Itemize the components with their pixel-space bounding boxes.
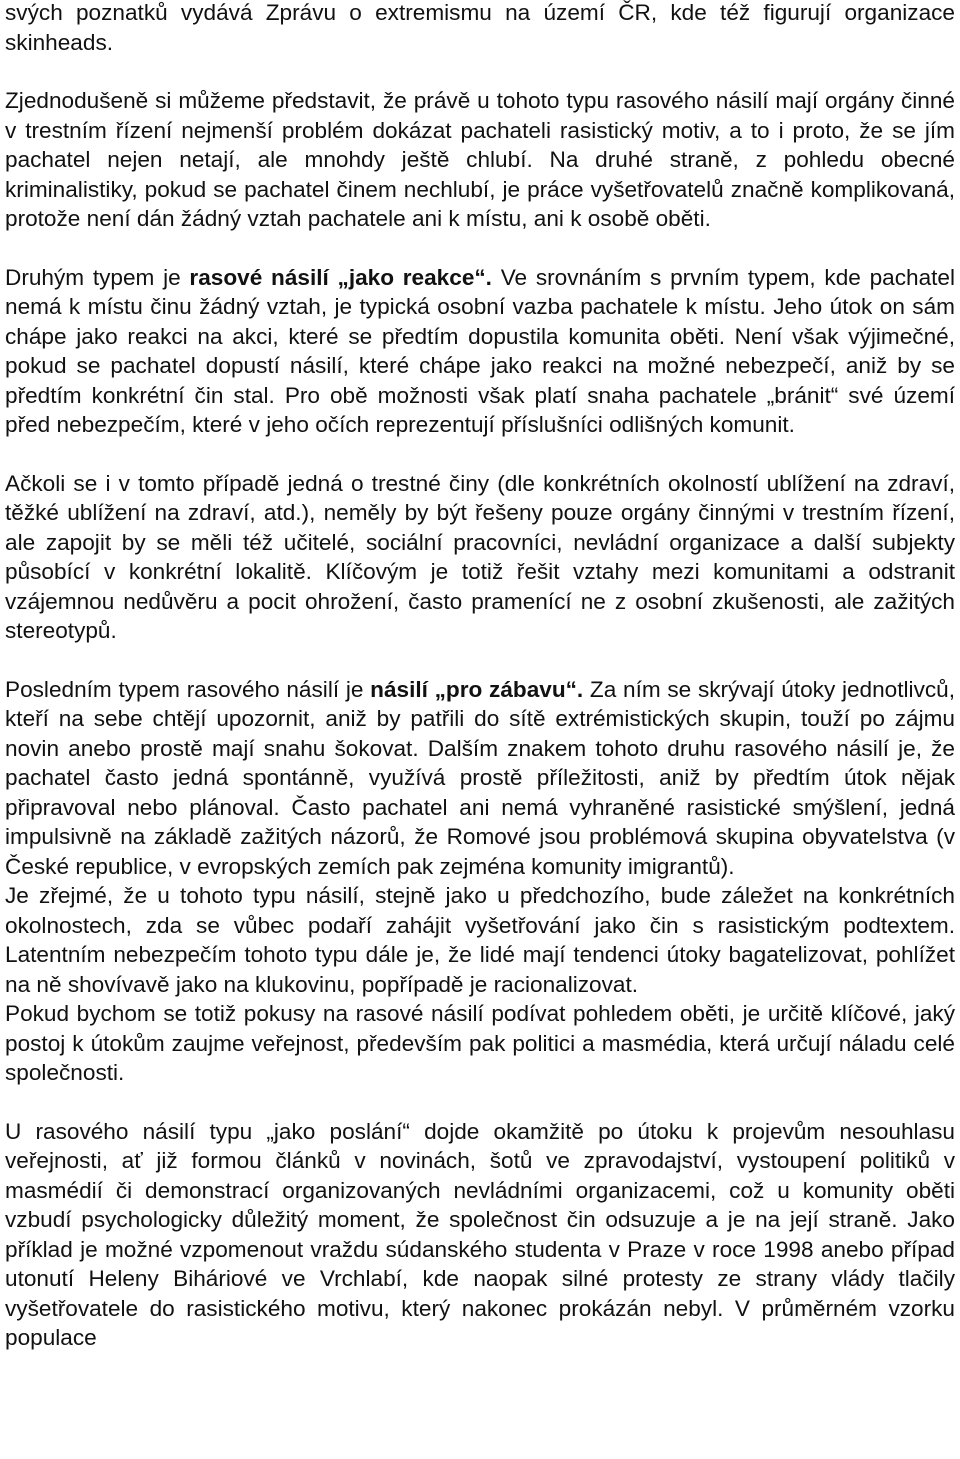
- paragraph-6-text: U rasového násilí typu „jako poslání“ dojde okamžitě po útoku k projevům nesouhlasu veřejnosti, ať již formou článků v novinách, šotů ve zpravodajství, vystoupení politiků v masmédií či demonstrací organizovaných nevládními organizacemi, což u komunity oběti vzbudí psychologicky důležitý moment, že společnost čin odsuzuje a je na její straně. Jako příklad je možné vzpomenout vraždu súdanského studenta v Praze v roce 1998 anebo případ utonutí Heleny Biháriové ve Vrchlabí, kde naopak silné protesty ze strany vlády tlačily vyšetřovatele do rasistického motivu, který nakonec prokázán nebyl. V průměrném vzorku populace: [5, 1118, 955, 1350]
- paragraph-5: [5, 675, 955, 882]
- paragraph-6: [5, 1117, 955, 1353]
- paragraph-3: [5, 263, 955, 440]
- paragraph-5-emphasis: násilí „pro zábavu“.: [370, 676, 584, 702]
- paragraph-3-emphasis: rasové násilí „jako reakce“.: [189, 264, 492, 290]
- paragraph-2: [5, 86, 955, 234]
- paragraph-3-rest: Ve srovnáním s prvním typem, kde pachatel nemá k místu činu žádný vztah, je typická osobní vazba pachatele k místu. Jeho útok on sám chápe jako reakci na akci, které se předtím dopustila komunita oběti. Není však výjimečné, pokud se pachatel dopustí násilí, které chápe jako reakci na možné nebezpečí, aniž by se předtím konkrétní čin stal. Pro obě možnosti však platí snaha pachatele „bránit“ své území před nebezpečím, které v jeho očích reprezentují příslušníci odlišných komunit.: [5, 264, 955, 437]
- paragraph-3-lead: Druhým typem je: [5, 264, 190, 290]
- paragraph-5-continuation-1: [5, 881, 955, 999]
- paragraph-5-rest: Za ním se skrývají útoky jednotlivců, kteří na sebe chtějí upozornit, aniž by patřili do sítě extrémistických skupin, touží po zájmu novin anebo prostě mají snahu šokovat. Dalším znakem tohoto druhu rasového násilí je, že pachatel často jedná spontánně, využívá prostě příležitosti, aniž by předtím útok nějak připravoval nebo plánoval. Často pachatel ani nemá vyhraněné rasistické smýšlení, jedná impulsivně na základě zažitých názorů, že Romové jsou problémová skupina obyvatelstva (v České republice, v evropských zemích pak zejména komunity imigrantů).: [5, 676, 956, 879]
- paragraph-2-text: Zjednodušeně si můžeme představit, že právě u tohoto typu rasového násilí mají orgány činné v trestním řízení nejmenší problém dokázat pachateli rasistický motiv, a to i proto, že se jím pachatel nejen netají, ale mnohdy ještě chlubí. Na druhé straně, z pohledu obecné kriminalistiky, pokud se pachatel činem nechlubí, je práce vyšetřovatelů značně komplikovaná, protože není dán žádný vztah pachatele ani k místu, ani k osobě oběti.: [5, 88, 955, 231]
- paragraph-5-continuation-1-text: Je zřejmé, že u tohoto typu násilí, stejně jako u předchozího, bude záležet na konkrétních okolnostech, zda se vůbec podaří zahájit vyšetřování jako čin s rasistickým podtextem. Latentním nebezpečím tohoto typu dále je, že lidé mají tendenci útoky bagatelizovat, pohlížet na ně shovívavě jako na klukovinu, popřípadě je racionalizovat.: [5, 883, 955, 997]
- document-page: [5, 0, 955, 1353]
- paragraph-5-lead: Posledním typem rasového násilí je: [5, 676, 371, 702]
- paragraph-4-text: Ačkoli se i v tomto případě jedná o trestné činy (dle konkrétních okolností ublížení na zdraví, těžké ublížení na zdraví, atd.), neměly by být řešeny pouze orgány činnými v trestním řízení, ale zapojit by se měli též učitelé, sociální pracovníci, nevládní organizace a další subjekty působící v konkrétní lokalitě. Klíčovým je totiž řešit vztahy mezi komunitami a odstranit vzájemnou nedůvěru a pocit ohrožení, často pramenící ne z osobní zkušenosti, ale zažitých stereotypů.: [5, 470, 955, 643]
- paragraph-4: [5, 469, 955, 646]
- paragraph-1: [5, 0, 955, 57]
- paragraph-1-text: svých poznatků vydává Zprávu o extremismu na území ČR, kde též figurují organizace skinheads.: [5, 0, 955, 55]
- paragraph-5-continuation-2: [5, 999, 955, 1088]
- paragraph-5-continuation-2-text: Pokud bychom se totiž pokusy na rasové násilí podívat pohledem oběti, je určitě klíčové, jaký postoj k útokům zaujme veřejnost, především pak politici a masmédia, která určují náladu celé společnosti.: [5, 1001, 955, 1085]
